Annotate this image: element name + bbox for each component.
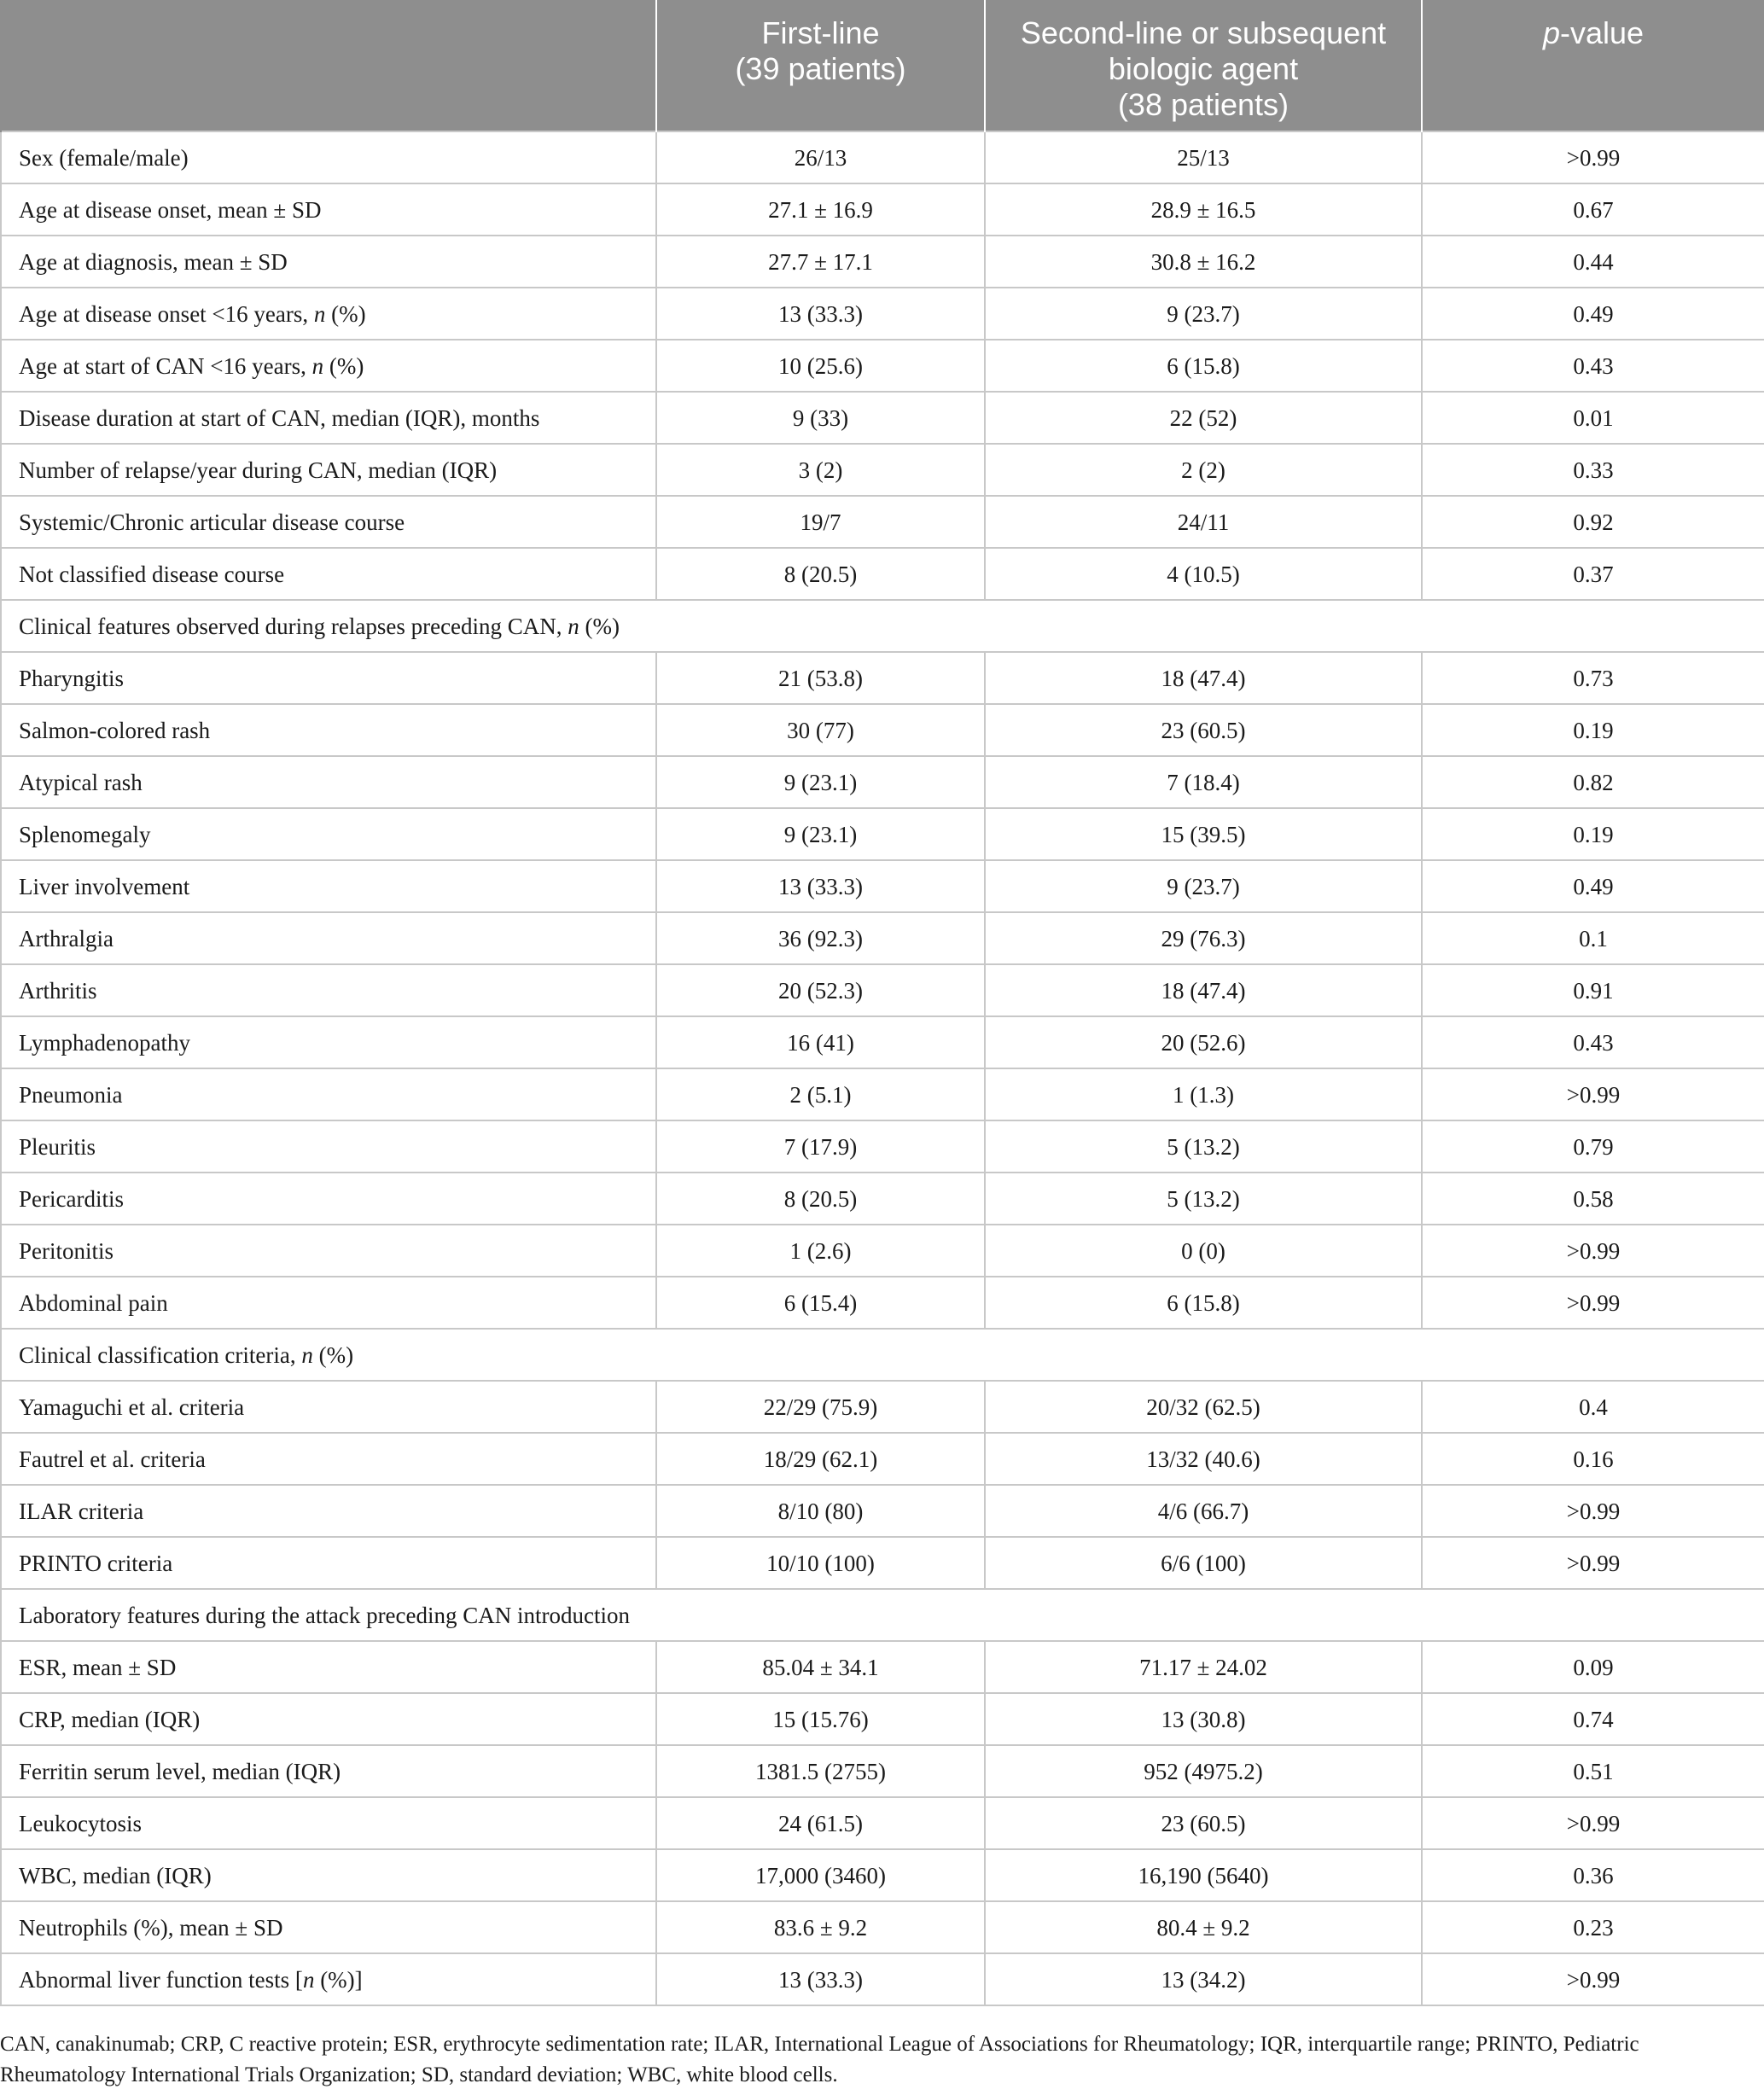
table-footnote: CAN, canakinumab; CRP, C reactive protein; ESR, erythrocyte sedimentation rate; ILAR, International League of Associations for Rheumatology; IQR, interquartile range; PRINTO, Pediatric Rheumatology International Trials Organization; SD, standard deviation; WBC, white blood cells.: [0, 2033, 1639, 2086]
row-label-text: Not classified disease course: [19, 561, 285, 587]
row-label-text: Number of relapse/year during CAN, median (IQR): [19, 457, 498, 483]
first-line-value: 17,000 (3460): [656, 1849, 985, 1901]
second-line-value: 7 (18.4): [985, 756, 1422, 808]
first-line-value: 13 (33.3): [656, 860, 985, 912]
second-line-value: 0 (0): [985, 1225, 1422, 1277]
row-label-text: Liver involvement: [19, 873, 190, 899]
row-label-text: Laboratory features during the attack preceding CAN introduction: [19, 1602, 631, 1628]
second-line-value: 5 (13.2): [985, 1120, 1422, 1173]
table-row: [1, 652, 1764, 704]
row-label-text: Sex (female/male): [19, 144, 189, 171]
second-line-value: 4 (10.5): [985, 548, 1422, 600]
p-value: >0.99: [1422, 1537, 1764, 1589]
p-value: 0.49: [1422, 860, 1764, 912]
row-label: [1, 1485, 656, 1537]
row-label-text: Age at disease onset, mean ± SD: [19, 196, 322, 223]
section-row: [1, 1329, 1764, 1381]
table-row: [1, 1693, 1764, 1745]
first-line-value: 27.7 ± 17.1: [656, 236, 985, 288]
row-label: [1, 496, 656, 548]
row-label-suffix: (%): [325, 300, 366, 327]
p-value: 0.58: [1422, 1173, 1764, 1225]
second-line-value: 20/32 (62.5): [985, 1381, 1422, 1433]
row-label-text: Abnormal liver function tests [: [19, 1966, 303, 1993]
p-value: 0.92: [1422, 496, 1764, 548]
row-label: [1, 1016, 656, 1068]
first-line-value: 8 (20.5): [656, 548, 985, 600]
row-label: [1, 860, 656, 912]
p-value: >0.99: [1422, 131, 1764, 183]
row-label-text: Fautrel et al. criteria: [19, 1446, 206, 1472]
row-label-suffix: (%): [323, 352, 364, 379]
first-line-value: 1381.5 (2755): [656, 1745, 985, 1797]
row-label: [1, 808, 656, 860]
second-line-value: 6/6 (100): [985, 1537, 1422, 1589]
row-label-text: Arthritis: [19, 977, 97, 1004]
row-label-text: Pericarditis: [19, 1185, 124, 1212]
row-label-text: Lymphadenopathy: [19, 1029, 190, 1056]
p-value: 0.1: [1422, 912, 1764, 964]
header-row: [1, 0, 1764, 131]
section-heading: [1, 1589, 1764, 1641]
row-label: [1, 340, 656, 392]
first-line-value: 83.6 ± 9.2: [656, 1901, 985, 1953]
row-label: [1, 1537, 656, 1589]
p-value: 0.51: [1422, 1745, 1764, 1797]
table-row: [1, 1173, 1764, 1225]
second-line-value: 1 (1.3): [985, 1068, 1422, 1120]
row-label-suffix: (%): [579, 613, 620, 639]
first-line-value: 6 (15.4): [656, 1277, 985, 1329]
row-label-text: Abdominal pain: [19, 1289, 168, 1316]
row-label: [1, 444, 656, 496]
second-line-value: 18 (47.4): [985, 652, 1422, 704]
p-value: 0.36: [1422, 1849, 1764, 1901]
table-header: [1, 0, 1764, 131]
row-label-text: ESR, mean ± SD: [19, 1654, 177, 1680]
second-line-value: 28.9 ± 16.5: [985, 183, 1422, 236]
row-label-italic: n: [568, 613, 579, 639]
table-row: [1, 1797, 1764, 1849]
second-line-value: 30.8 ± 16.2: [985, 236, 1422, 288]
header-first-line: [656, 0, 985, 131]
second-line-value: 6 (15.8): [985, 340, 1422, 392]
p-value: 0.23: [1422, 1901, 1764, 1953]
row-label-text: PRINTO criteria: [19, 1550, 173, 1576]
row-label: [1, 1953, 656, 2005]
row-label: [1, 1901, 656, 1953]
second-line-value: 18 (47.4): [985, 964, 1422, 1016]
table-row: [1, 912, 1764, 964]
second-line-value: 952 (4975.2): [985, 1745, 1422, 1797]
row-label: [1, 912, 656, 964]
p-value: 0.73: [1422, 652, 1764, 704]
row-label-text: Leukocytosis: [19, 1810, 142, 1836]
second-line-value: 22 (52): [985, 392, 1422, 444]
p-value: 0.37: [1422, 548, 1764, 600]
second-line-value: 9 (23.7): [985, 288, 1422, 340]
row-label-text: Neutrophils (%), mean ± SD: [19, 1914, 283, 1941]
first-line-value: 10/10 (100): [656, 1537, 985, 1589]
second-line-value: 5 (13.2): [985, 1173, 1422, 1225]
row-label-text: Arthralgia: [19, 925, 114, 951]
table-row: [1, 288, 1764, 340]
header-characteristic: [1, 0, 656, 131]
p-value: 0.43: [1422, 340, 1764, 392]
row-label-text: Salmon-colored rash: [19, 717, 211, 743]
first-line-value: 20 (52.3): [656, 964, 985, 1016]
first-line-value: 15 (15.76): [656, 1693, 985, 1745]
second-line-value: 15 (39.5): [985, 808, 1422, 860]
first-line-value: 22/29 (75.9): [656, 1381, 985, 1433]
first-line-value: 9 (23.1): [656, 808, 985, 860]
table-row: [1, 1953, 1764, 2005]
first-line-value: 8/10 (80): [656, 1485, 985, 1537]
first-line-value: 3 (2): [656, 444, 985, 496]
first-line-value: 9 (33): [656, 392, 985, 444]
row-label-text: Pneumonia: [19, 1081, 123, 1108]
p-value: >0.99: [1422, 1953, 1764, 2005]
table-row: [1, 964, 1764, 1016]
table-row: [1, 1745, 1764, 1797]
row-label-text: Disease duration at start of CAN, median (IQR), months: [19, 404, 540, 431]
second-line-value: 13/32 (40.6): [985, 1433, 1422, 1485]
section-row: [1, 1589, 1764, 1641]
row-label: [1, 131, 656, 183]
table-row: [1, 1641, 1764, 1693]
second-line-value: 2 (2): [985, 444, 1422, 496]
row-label-text: Clinical classification criteria,: [19, 1341, 302, 1368]
header-first-line-count: (39 patients): [735, 51, 906, 86]
header-second-line-subtitle: biologic agent: [1108, 51, 1299, 86]
table-row: [1, 1433, 1764, 1485]
second-line-value: 16,190 (5640): [985, 1849, 1422, 1901]
row-label-text: Ferritin serum level, median (IQR): [19, 1758, 341, 1784]
row-label-text: Atypical rash: [19, 769, 143, 795]
row-label: [1, 1120, 656, 1173]
first-line-value: 27.1 ± 16.9: [656, 183, 985, 236]
second-line-value: 4/6 (66.7): [985, 1485, 1422, 1537]
row-label-text: Age at diagnosis, mean ± SD: [19, 248, 288, 275]
header-p-value-italic: p: [1542, 15, 1560, 50]
row-label-text: Age at start of CAN <16 years,: [19, 352, 312, 379]
second-line-value: 23 (60.5): [985, 704, 1422, 756]
row-label: [1, 1277, 656, 1329]
table-row: [1, 236, 1764, 288]
table-row: [1, 1277, 1764, 1329]
second-line-value: 80.4 ± 9.2: [985, 1901, 1422, 1953]
header-second-line: [985, 0, 1422, 131]
p-value: 0.74: [1422, 1693, 1764, 1745]
first-line-value: 13 (33.3): [656, 1953, 985, 2005]
row-label: [1, 1797, 656, 1849]
p-value: 0.67: [1422, 183, 1764, 236]
row-label-text: Systemic/Chronic articular disease course: [19, 509, 405, 535]
row-label-text: Pleuritis: [19, 1133, 96, 1160]
first-line-value: 24 (61.5): [656, 1797, 985, 1849]
first-line-value: 18/29 (62.1): [656, 1433, 985, 1485]
p-value: 0.19: [1422, 704, 1764, 756]
row-label: [1, 1745, 656, 1797]
p-value: 0.49: [1422, 288, 1764, 340]
first-line-value: 19/7: [656, 496, 985, 548]
row-label-suffix: (%)]: [314, 1966, 363, 1993]
second-line-value: 6 (15.8): [985, 1277, 1422, 1329]
p-value: 0.19: [1422, 808, 1764, 860]
table-row: [1, 1016, 1764, 1068]
row-label-text: Yamaguchi et al. criteria: [19, 1394, 245, 1420]
table-row: [1, 704, 1764, 756]
row-label: [1, 1068, 656, 1120]
table-row: [1, 1068, 1764, 1120]
table-body: [1, 131, 1764, 2005]
p-value: 0.43: [1422, 1016, 1764, 1068]
table-row: [1, 808, 1764, 860]
header-p-value-rest: -value: [1559, 15, 1645, 50]
table-row: [1, 1381, 1764, 1433]
first-line-value: 2 (5.1): [656, 1068, 985, 1120]
row-label-italic: n: [302, 1966, 315, 1993]
first-line-value: 85.04 ± 34.1: [656, 1641, 985, 1693]
first-line-value: 9 (23.1): [656, 756, 985, 808]
first-line-value: 13 (33.3): [656, 288, 985, 340]
p-value: >0.99: [1422, 1277, 1764, 1329]
p-value: >0.99: [1422, 1068, 1764, 1120]
row-label: [1, 392, 656, 444]
row-label-suffix: (%): [312, 1341, 354, 1368]
row-label: [1, 1433, 656, 1485]
first-line-value: 10 (25.6): [656, 340, 985, 392]
second-line-value: 24/11: [985, 496, 1422, 548]
row-label-text: Clinical features observed during relapses preceding CAN,: [19, 613, 568, 639]
second-line-value: 9 (23.7): [985, 860, 1422, 912]
row-label-text: Splenomegaly: [19, 821, 151, 847]
row-label: [1, 548, 656, 600]
second-line-value: 13 (30.8): [985, 1693, 1422, 1745]
row-label-text: Pharyngitis: [19, 665, 125, 691]
first-line-value: 1 (2.6): [656, 1225, 985, 1277]
header-second-line-count: (38 patients): [1117, 87, 1290, 122]
p-value: 0.91: [1422, 964, 1764, 1016]
p-value: 0.44: [1422, 236, 1764, 288]
section-heading: [1, 1329, 1764, 1381]
row-label: [1, 236, 656, 288]
table-row: [1, 392, 1764, 444]
p-value: 0.33: [1422, 444, 1764, 496]
header-p-value: [1422, 0, 1764, 131]
row-label-text: ILAR criteria: [19, 1498, 144, 1524]
first-line-value: 21 (53.8): [656, 652, 985, 704]
header-second-line-title: Second-line or subsequent: [1020, 15, 1387, 50]
row-label-text: CRP, median (IQR): [19, 1706, 201, 1732]
section-heading: [1, 600, 1764, 652]
second-line-value: 29 (76.3): [985, 912, 1422, 964]
second-line-value: 20 (52.6): [985, 1016, 1422, 1068]
table-row: [1, 183, 1764, 236]
first-line-value: 36 (92.3): [656, 912, 985, 964]
first-line-value: 26/13: [656, 131, 985, 183]
p-value: 0.82: [1422, 756, 1764, 808]
table-row: [1, 444, 1764, 496]
p-value: 0.79: [1422, 1120, 1764, 1173]
row-label: [1, 704, 656, 756]
row-label-text: WBC, median (IQR): [19, 1862, 212, 1888]
row-label: [1, 1173, 656, 1225]
p-value: >0.99: [1422, 1485, 1764, 1537]
table-row: [1, 1120, 1764, 1173]
table-row: [1, 496, 1764, 548]
row-label: [1, 1225, 656, 1277]
first-line-value: 8 (20.5): [656, 1173, 985, 1225]
second-line-value: 25/13: [985, 131, 1422, 183]
p-value: 0.09: [1422, 1641, 1764, 1693]
row-label: [1, 1381, 656, 1433]
first-line-value: 30 (77): [656, 704, 985, 756]
row-label-italic: n: [301, 1341, 313, 1368]
table-row: [1, 1849, 1764, 1901]
table-row: [1, 756, 1764, 808]
first-line-value: 7 (17.9): [656, 1120, 985, 1173]
p-value: 0.4: [1422, 1381, 1764, 1433]
row-label: [1, 756, 656, 808]
p-value: 0.16: [1422, 1433, 1764, 1485]
row-label-text: Peritonitis: [19, 1237, 114, 1264]
p-value: >0.99: [1422, 1225, 1764, 1277]
table-row: [1, 1901, 1764, 1953]
table-row: [1, 1225, 1764, 1277]
row-label: [1, 652, 656, 704]
second-line-value: 13 (34.2): [985, 1953, 1422, 2005]
row-label: [1, 1641, 656, 1693]
row-label: [1, 288, 656, 340]
table-row: [1, 131, 1764, 183]
first-line-value: 16 (41): [656, 1016, 985, 1068]
row-label-text: Age at disease onset <16 years,: [19, 300, 314, 327]
row-label-italic: n: [311, 352, 324, 379]
table-row: [1, 340, 1764, 392]
row-label: [1, 1693, 656, 1745]
row-label: [1, 1849, 656, 1901]
row-label: [1, 183, 656, 236]
row-label: [1, 964, 656, 1016]
row-label-italic: n: [313, 300, 326, 327]
table-row: [1, 1485, 1764, 1537]
second-line-value: 23 (60.5): [985, 1797, 1422, 1849]
table-row: [1, 548, 1764, 600]
table-row: [1, 1537, 1764, 1589]
header-first-line-title: First-line: [761, 15, 880, 50]
table-row: [1, 860, 1764, 912]
section-row: [1, 600, 1764, 652]
p-value: 0.01: [1422, 392, 1764, 444]
p-value: >0.99: [1422, 1797, 1764, 1849]
second-line-value: 71.17 ± 24.02: [985, 1641, 1422, 1693]
